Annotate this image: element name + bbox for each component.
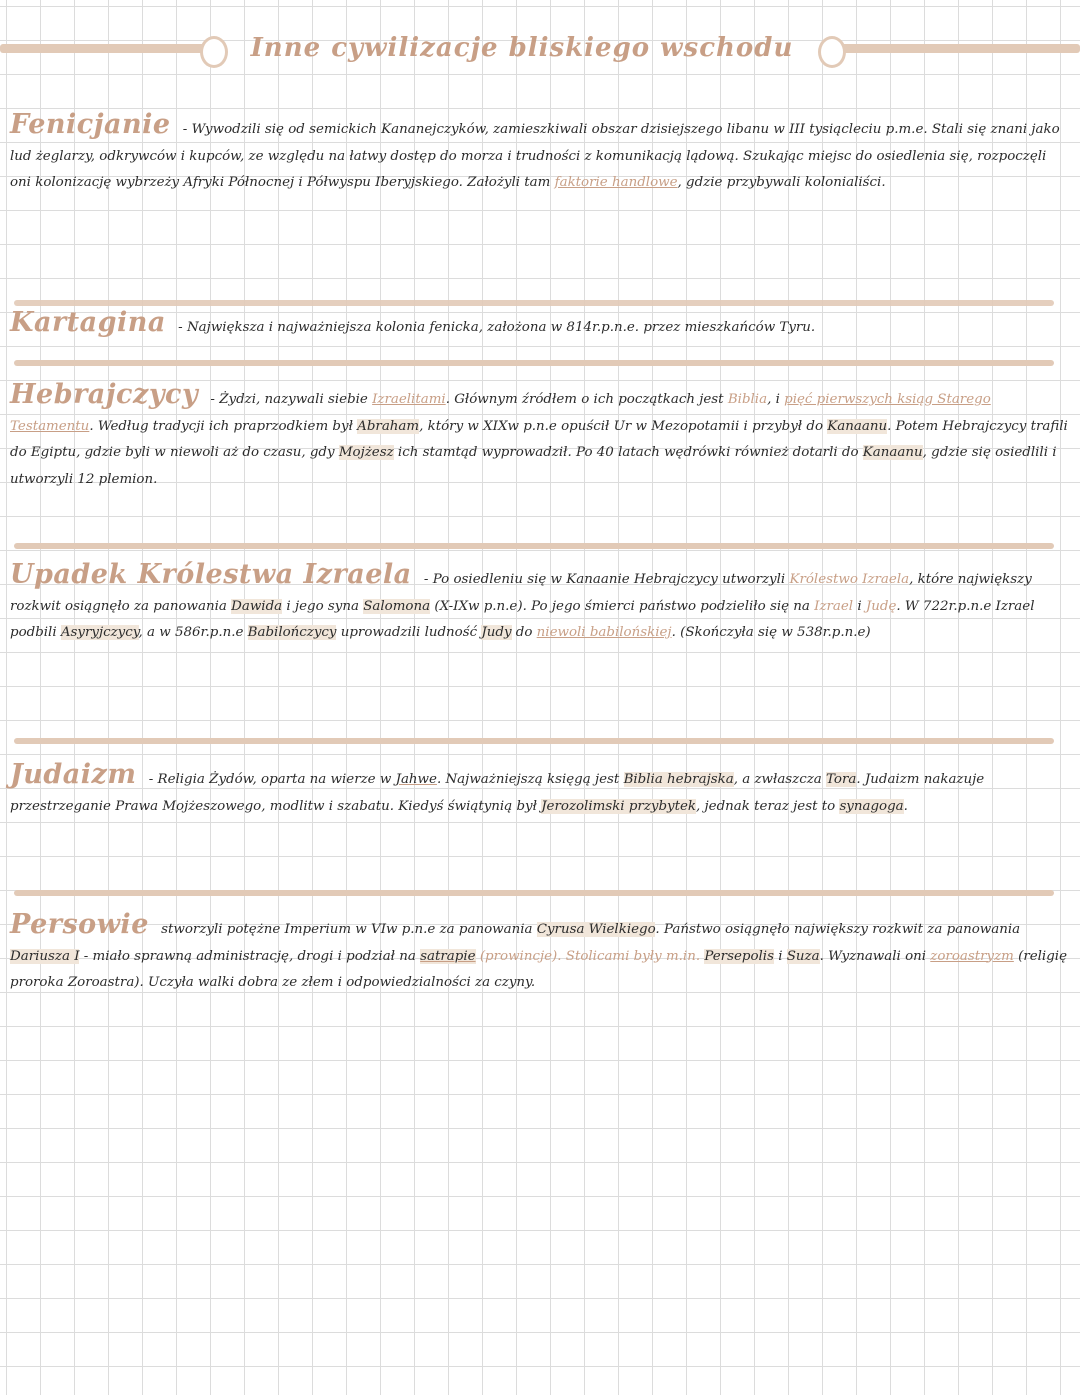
highlight-satrapie: satrapie bbox=[420, 948, 476, 964]
title-box bbox=[212, 28, 832, 68]
section-judaizm bbox=[10, 759, 1070, 820]
paragraph-fenicjanie bbox=[10, 109, 1070, 197]
text: . Najważniejszą księgą jest bbox=[436, 772, 624, 787]
text: uprowadzili ludność bbox=[336, 625, 482, 640]
highlight-izraelitami: Izraelitami bbox=[372, 392, 446, 407]
text: Wywodzili się od semickich Kananejczyków, zamieszkiwali obszar dzisiejszego libanu w III tysiącleciu p.m.e. Stali się znani jako lud żeglarzy, odkrywców i kupców, ze względu na łatwy dostęp do morza i trudności z komunikacją lądową. Szukając miejsc do osiedlenia się, rozpoczęli oni kolonizację wybrzeży Afryki Północnej i Półwyspu Iberyjskiego. Założyli tam bbox=[10, 122, 1060, 190]
paragraph-upadek bbox=[10, 559, 1070, 647]
heading-persowie: Persowie bbox=[10, 909, 149, 940]
paragraph-kartagina bbox=[10, 307, 1070, 342]
divider-4 bbox=[14, 738, 1054, 744]
text: Religia Żydów, oparta na wierze w bbox=[157, 772, 396, 787]
text: (religię proroka Zoroastra). Uczyła walki dobra ze złem i odpowiedzialności za czyny. bbox=[10, 948, 1067, 990]
text: do bbox=[511, 625, 537, 640]
highlight-cyrusa: Cyrusa Wielkiego bbox=[536, 922, 656, 937]
section-upadek bbox=[10, 559, 1070, 647]
page-title: Inne cywilizacje bliskiego wschodu bbox=[250, 33, 794, 63]
separator: - bbox=[144, 772, 158, 787]
highlight-tora: Tora bbox=[826, 772, 857, 787]
text: , i bbox=[767, 392, 785, 407]
text: ( bbox=[475, 948, 486, 964]
text: - miało sprawną administrację, drogi i podział na bbox=[79, 948, 421, 964]
text: . Judaizm nakazuje przestrzeganie Prawa Mojżeszowego, modlitw i szabatu. Kiedyś świątynią był bbox=[10, 772, 985, 814]
separator: - bbox=[206, 392, 220, 407]
highlight-suza: Suza bbox=[786, 948, 820, 964]
text: , gdzie przybywali kolonialiści. bbox=[677, 175, 886, 190]
text: (X-IXw p.n.e). Po jego śmierci państwo podzieliło się na bbox=[430, 598, 815, 614]
text: Żydzi, nazywali siebie bbox=[219, 392, 373, 407]
text: ich stamtąd wyprowadził. Po 40 latach wędrówki również dotarli do bbox=[393, 445, 863, 460]
text: i jego syna bbox=[282, 598, 364, 614]
section-kartagina bbox=[10, 307, 1070, 342]
highlight-asyryjczycy: Asyryjczycy bbox=[60, 625, 139, 640]
text: . W 722r.p.n.e Izrael podbili bbox=[10, 598, 1035, 640]
highlight-mojzesz: Mojżesz bbox=[338, 445, 394, 460]
title-bar-left bbox=[0, 44, 212, 53]
highlight-biblia: Biblia bbox=[727, 392, 768, 407]
highlight-judy: Judy bbox=[481, 625, 512, 640]
text: Po osiedleniu się w Kanaanie Hebrajczycy utworzyli bbox=[432, 572, 790, 587]
highlight-kanaanu: Kanaanu bbox=[827, 418, 888, 434]
section-persowie bbox=[10, 909, 1070, 997]
section-fenicjanie bbox=[10, 109, 1070, 197]
highlight-salomona: Salomona bbox=[363, 598, 431, 614]
heading-fenicjanie: Fenicjanie bbox=[10, 109, 171, 140]
highlight-synagoga: synagoga bbox=[839, 798, 904, 814]
title-bar-right bbox=[832, 44, 1080, 53]
highlight-biblia-hebrajska: Biblia hebrajska bbox=[623, 772, 734, 787]
text: . Wyznawali oni bbox=[819, 948, 931, 964]
text: i bbox=[773, 948, 787, 964]
highlight-dariusza: Dariusza I bbox=[10, 948, 80, 964]
highlight-persepolis: Persepolis bbox=[704, 948, 774, 964]
text: . Głównym źródłem o ich początkach jest bbox=[445, 392, 728, 407]
highlight-jude: Judę bbox=[865, 598, 897, 614]
text: . Według tradycji ich praprzodkiem był bbox=[89, 418, 358, 434]
text: . Potem Hebrajczycy trafili do Egiptu, gdzie byli w niewoli aż do czasu, gdy bbox=[10, 418, 1068, 460]
highlight-piec-ksiag: pięć pierwszych ksiąg Starego Testamentu bbox=[10, 392, 991, 434]
highlight-dawida: Dawida bbox=[231, 598, 283, 614]
highlight-kanaanu-2: Kanaanu bbox=[862, 445, 923, 460]
text: , które największy rozkwit osiągnęło za panowania bbox=[10, 572, 1032, 614]
text: . bbox=[903, 798, 908, 814]
text: Największa i najważniejsza kolonia fenicka, założona w 814r.p.n.e. przez mieszkańców Tyru. bbox=[186, 320, 816, 335]
separator: - bbox=[178, 122, 192, 137]
text: , a w 586r.p.n.e bbox=[138, 625, 248, 640]
highlight-prowincje: prowincje bbox=[485, 948, 553, 964]
highlight-izrael: Izrael bbox=[814, 598, 854, 614]
text: , a zwłaszcza bbox=[733, 772, 827, 787]
paragraph-hebrajczycy bbox=[10, 379, 1070, 493]
highlight-niewoli: niewoli babilońskiej bbox=[536, 625, 672, 640]
highlight-krolestwo-izraela: Królestwo Izraela bbox=[789, 572, 910, 587]
text: i bbox=[853, 598, 866, 614]
text: ). Stolicami były m.in. bbox=[552, 948, 705, 964]
separator: - bbox=[173, 320, 187, 335]
highlight-przybytek: Jerozolimski przybytek bbox=[541, 798, 696, 814]
highlight-faktorie: faktorie handlowe bbox=[554, 175, 678, 190]
text: , jednak teraz jest to bbox=[696, 798, 840, 814]
highlight-jahwe: Jahwe bbox=[395, 772, 437, 787]
divider-1 bbox=[14, 300, 1054, 306]
text: . (Skończyła się w 538r.p.n.e) bbox=[671, 625, 871, 640]
separator: - bbox=[419, 572, 433, 587]
text: , który w XIXw p.n.e opuścił Ur w Mezopotamii i przybył do bbox=[419, 418, 828, 434]
highlight-babilonczycy: Babilończycy bbox=[247, 625, 337, 640]
heading-upadek: Upadek Królestwa Izraela bbox=[10, 559, 412, 590]
heading-kartagina: Kartagina bbox=[10, 307, 166, 338]
text: stworzyli potężne Imperium w VIw p.n.e za panowania bbox=[161, 922, 537, 937]
highlight-zoroastryzm: zoroastryzm bbox=[930, 948, 1014, 964]
text: , gdzie się osiedlili i utworzyli 12 plemion. bbox=[10, 445, 1057, 487]
heading-hebrajczycy: Hebrajczycy bbox=[10, 379, 199, 410]
highlight-abraham: Abraham bbox=[357, 418, 420, 434]
divider-3 bbox=[14, 543, 1054, 549]
divider-2 bbox=[14, 360, 1054, 366]
text: . Państwo osiągnęło największy rozkwit za panowania bbox=[655, 922, 1021, 937]
paragraph-persowie bbox=[10, 909, 1070, 997]
heading-judaizm: Judaizm bbox=[10, 759, 137, 790]
section-hebrajczycy bbox=[10, 379, 1070, 493]
divider-5 bbox=[14, 890, 1054, 896]
paragraph-judaizm bbox=[10, 759, 1070, 820]
